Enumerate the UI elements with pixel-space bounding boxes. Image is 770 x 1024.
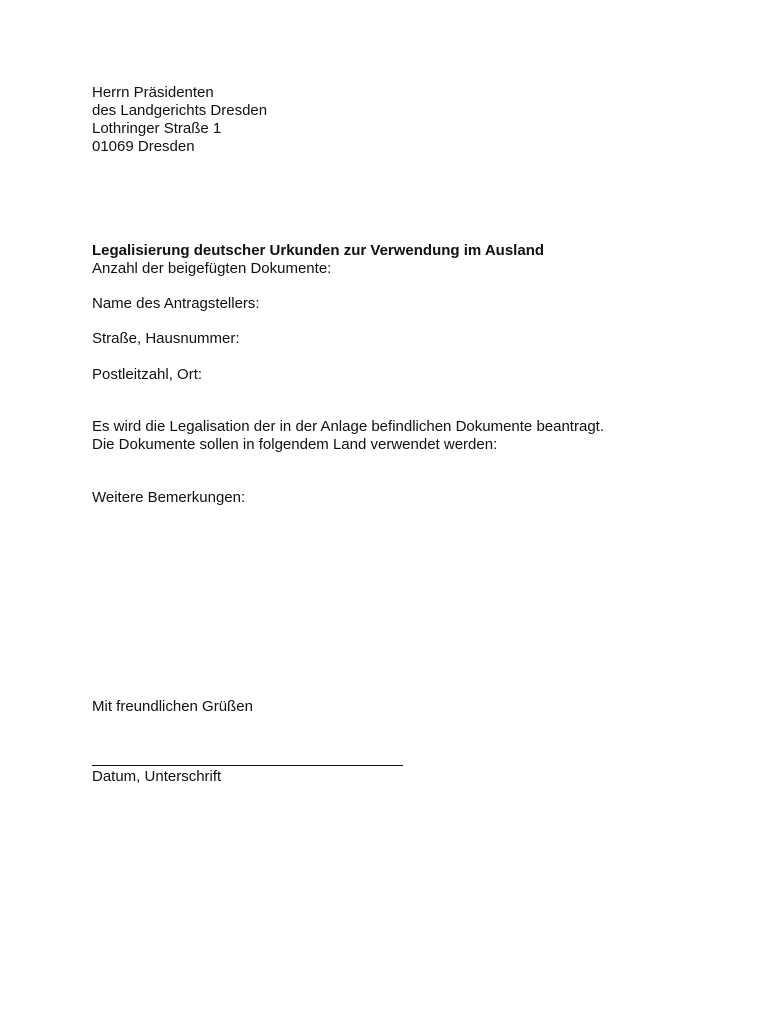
- recipient-line-2: des Landgerichts Dresden: [92, 102, 268, 119]
- closing-salutation: Mit freundlichen Grüßen: [92, 698, 253, 715]
- recipient-line-4: 01069 Dresden: [92, 138, 195, 155]
- postal-city-label: Postleitzahl, Ort:: [92, 366, 203, 383]
- body-line-2: Die Dokumente sollen in folgendem Land verwendet werden:: [92, 436, 498, 453]
- remarks-label: Weitere Bemerkungen:: [92, 489, 246, 506]
- recipient-line-3: Lothringer Straße 1: [92, 120, 222, 137]
- street-label: Straße, Hausnummer:: [92, 330, 240, 347]
- applicant-name-label: Name des Antragstellers:: [92, 295, 260, 312]
- signature-label: Datum, Unterschrift: [92, 768, 222, 785]
- body-line-1: Es wird die Legalisation der in der Anlage befindlichen Dokumente beantragt.: [92, 418, 604, 435]
- signature-line: [92, 765, 403, 766]
- document-count-label: Anzahl der beigefügten Dokumente:: [92, 260, 332, 277]
- recipient-line-1: Herrn Präsidenten: [92, 84, 214, 101]
- subject-heading: Legalisierung deutscher Urkunden zur Verwendung im Ausland: [92, 242, 545, 259]
